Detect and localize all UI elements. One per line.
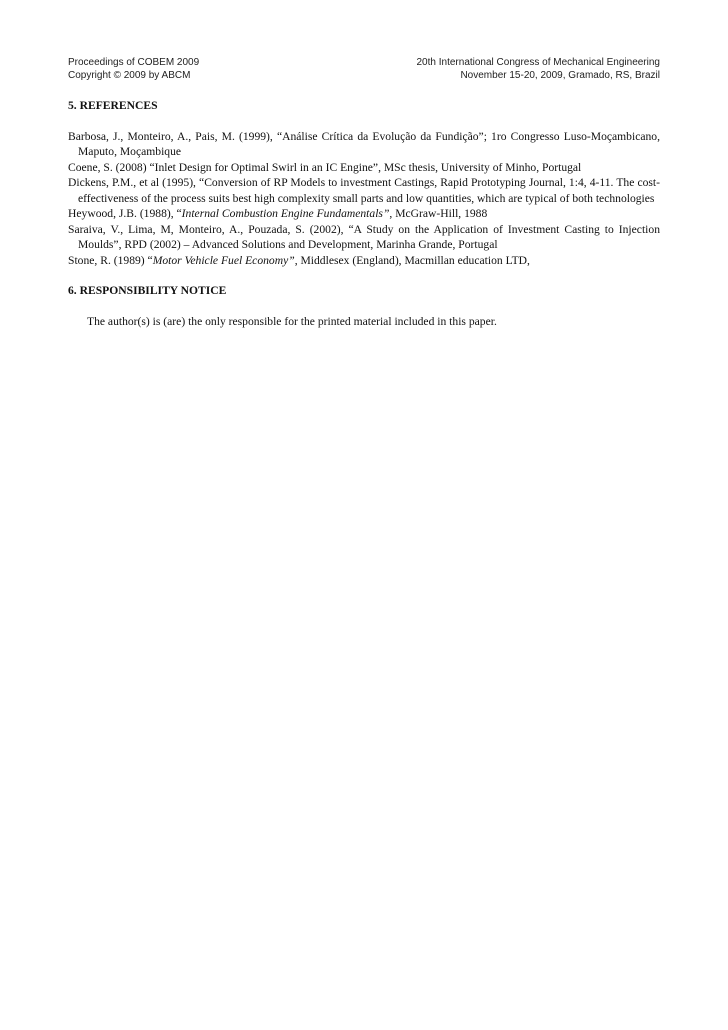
reference-item [68,175,660,206]
reference-text-tail: , McGraw-Hill, 1988 [389,207,488,220]
reference-item [68,222,660,253]
reference-italic-title: Motor Vehicle Fuel Economy” [152,253,295,267]
reference-text: Stone, R. (1989) “ [68,253,153,267]
congress-date-location: November 15-20, 2009, Gramado, RS, Brazil [460,70,660,81]
responsibility-heading: 6. RESPONSIBILITY NOTICE [68,284,227,297]
congress-title: 20th International Congress of Mechanical Engineering [416,57,660,68]
proceedings-title: Proceedings of COBEM 2009 [68,57,200,68]
references-heading: 5. REFERENCES [68,99,158,112]
reference-text: Barbosa, J., Monteiro, A., Pais, M. (1999), “Análise Crítica da Evolução da Fundição”; 1ro Congresso Luso-Moçambicano, Maputo, Moçambique [68,129,660,158]
reference-list [68,129,660,269]
reference-italic-title: Internal Combustion Engine Fundamentals” [181,207,390,220]
reference-item [68,206,660,222]
reference-item [68,253,660,269]
responsibility-text: The author(s) is (are) the only responsible for the printed material included in this paper. [87,314,497,328]
reference-text: Saraiva, V., Lima, M, Monteiro, A., Pouzada, S. (2002), “A Study on the Application of Investment Casting to Injection Moulds”, RPD (2002) – Advanced Solutions and Development, Marinha Grande, Portugal [68,222,660,251]
reference-text-tail: , Middlesex (England), Macmillan education LTD, [294,253,530,267]
reference-text: Heywood, J.B. (1988), “ [68,207,182,220]
copyright-line: Copyright © 2009 by ABCM [68,70,191,81]
page-content [68,98,660,329]
reference-item [68,129,660,160]
header-right [360,56,660,82]
reference-text: Coene, S. (2008) “Inlet Design for Optimal Swirl in an IC Engine”, MSc thesis, University of Minho, Portugal [68,160,582,174]
reference-item [68,160,660,176]
header-left [68,56,368,82]
reference-text: Dickens, P.M., et al (1995), “Conversion of RP Models to investment Castings, Rapid Prototyping Journal, 1:4, 4-11. The cost-effectiveness of the process suits best high complexity small parts and low quantities, which are typical of both technologies [68,176,660,205]
